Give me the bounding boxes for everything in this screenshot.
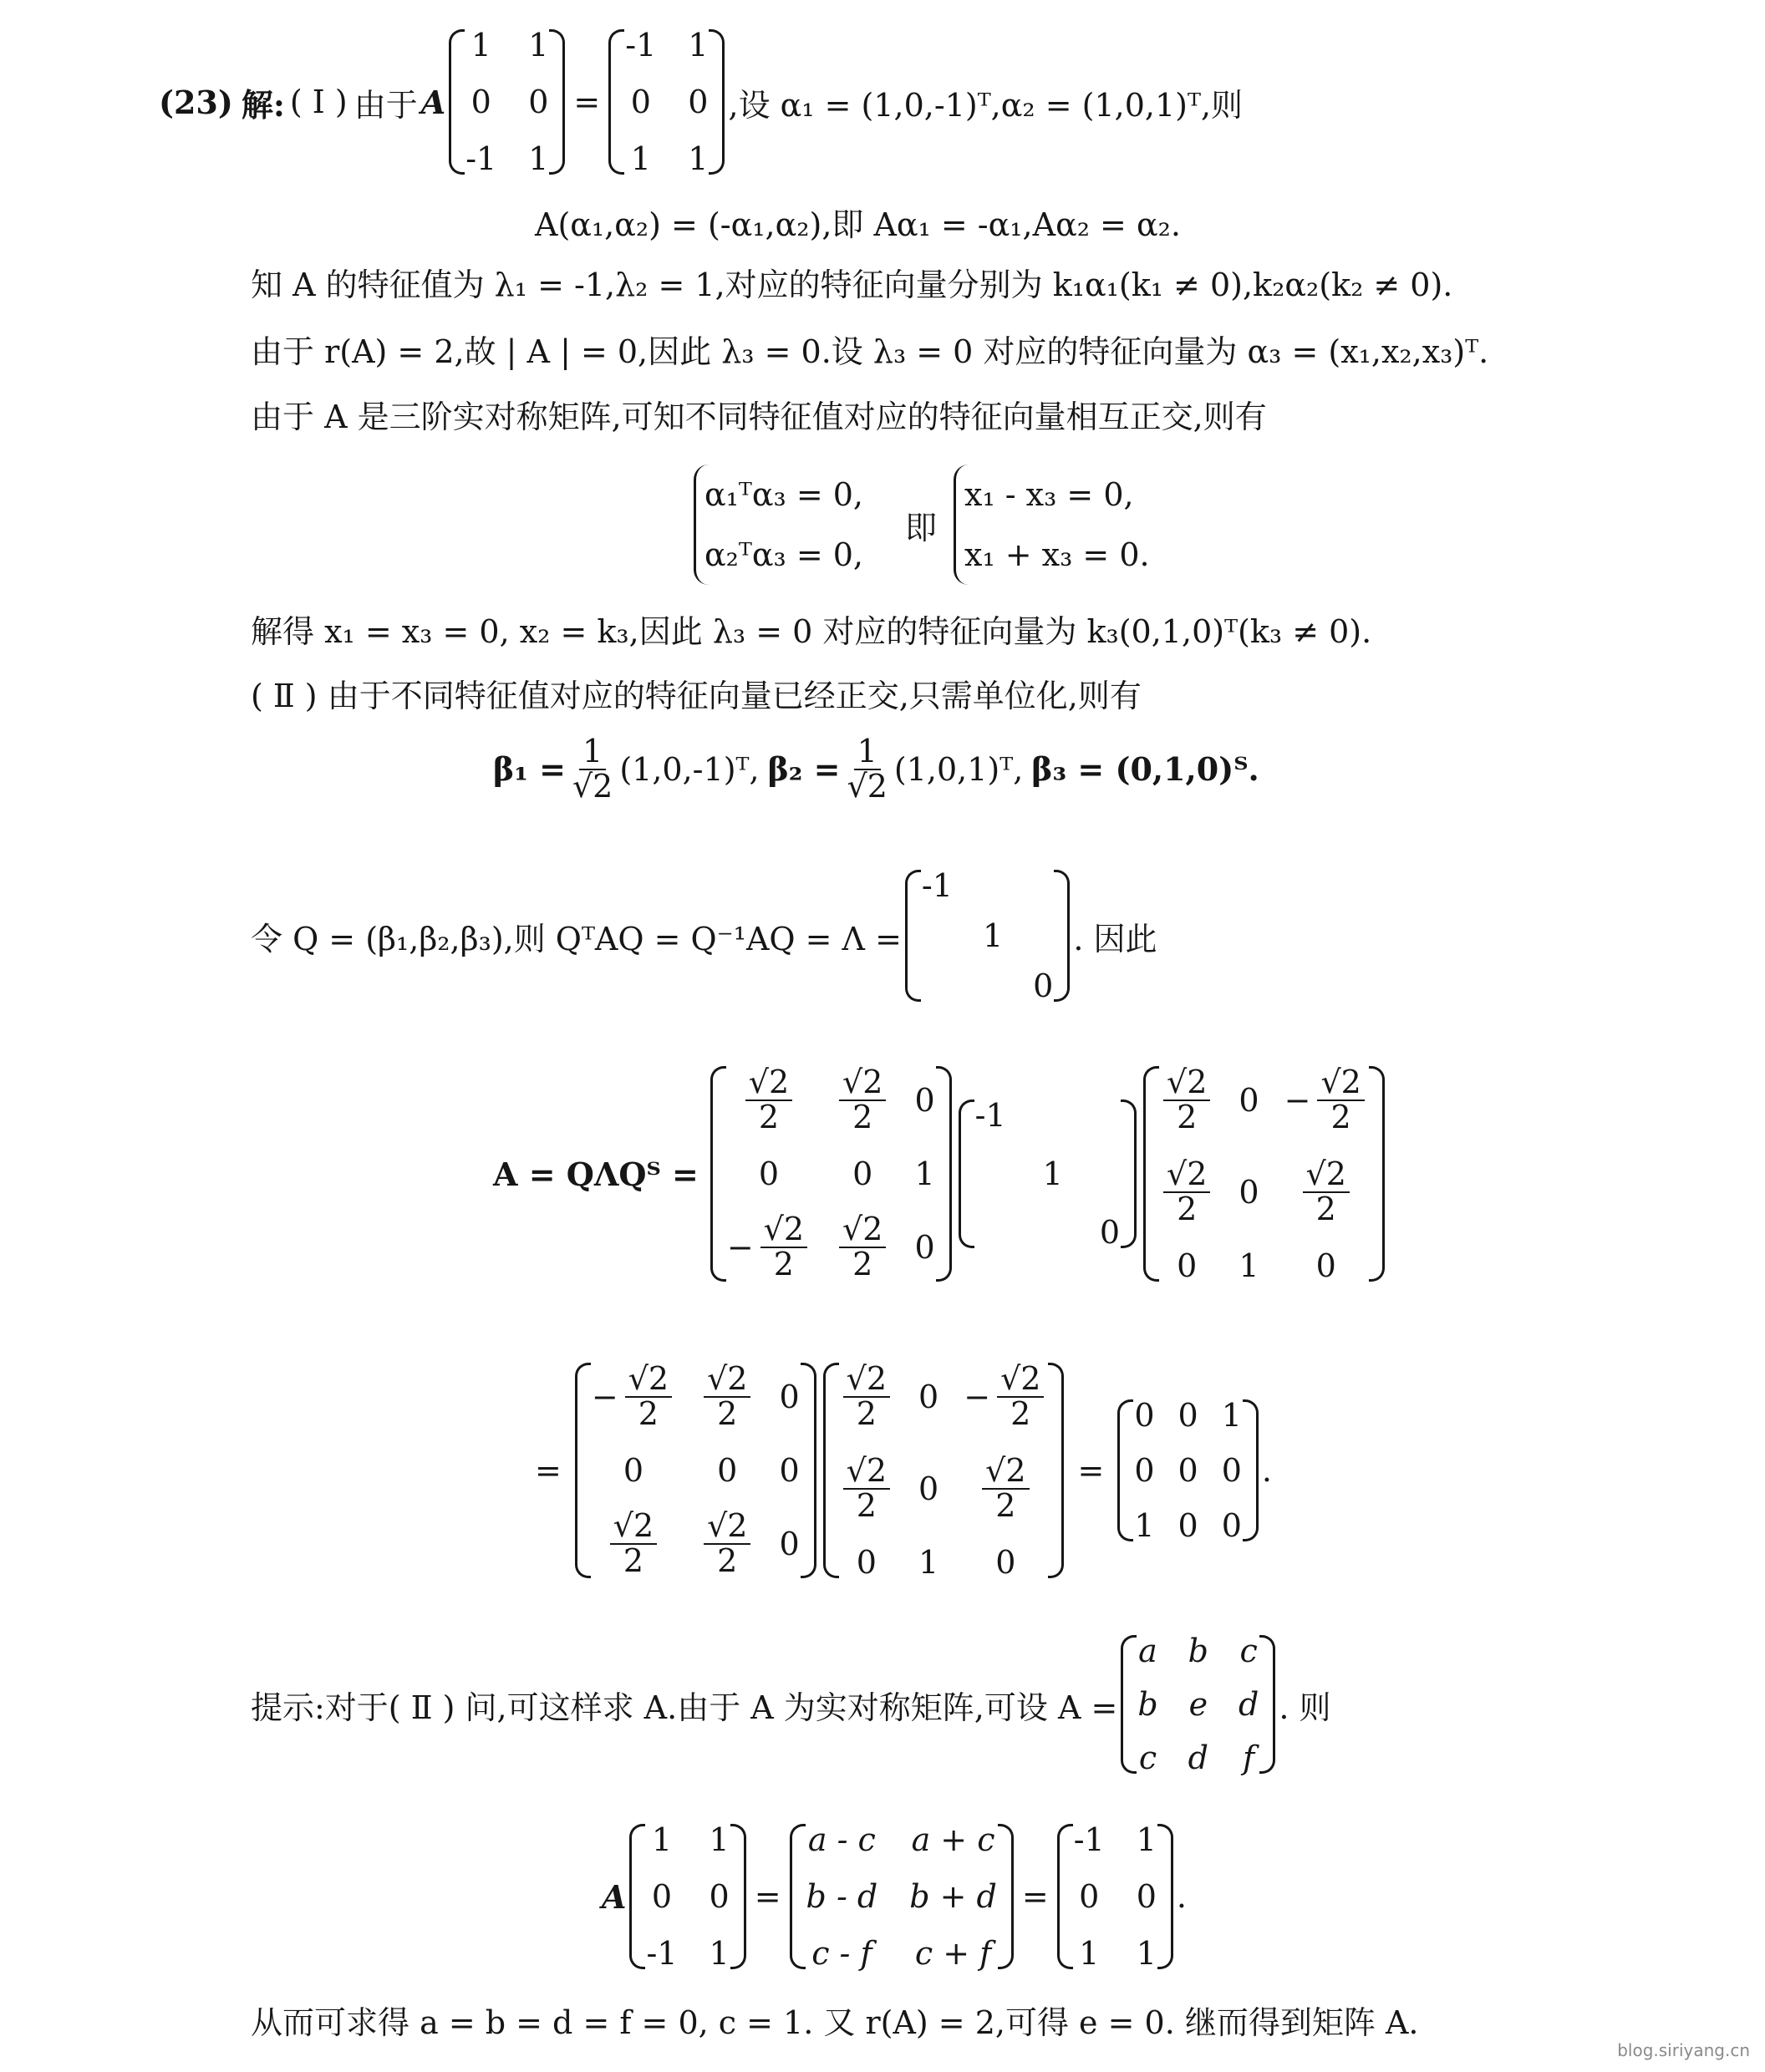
matrix-entry: b (1188, 1633, 1208, 1669)
system-left-eq2: α₂ᵀα₃ = 0, (704, 536, 863, 574)
fraction-one-over-sqrt2-a: $\frac{1}{√2}$ (572, 733, 613, 805)
matrix-entry: 0 (914, 1228, 935, 1266)
beta3: β₃ = (0,1,0)ᵀ. (1031, 750, 1259, 789)
matrix-entry: -1 (1073, 1821, 1105, 1858)
symmetric-line: 由于 A 是三阶实对称矩阵,可知不同特征值对应的特征向量相互正交,则有 (251, 399, 1267, 435)
matrix-entry: 0 (1178, 1397, 1198, 1434)
matrix-entry: 0 (852, 1155, 873, 1192)
matrix-entry: 1 (982, 917, 1004, 954)
solution-line: 解得 x₁ = x₃ = 0, x₂ = k₃,因此 λ₃ = 0 对应的特征向量为 k₃(0,1,0)ᵀ(k₃ ≠ 0). (251, 613, 1372, 650)
sqrt2-over-2-entry: − $\frac{√2}{2}$ (727, 1213, 811, 1282)
sqrt2-over-2-entry: $\frac{√2}{2}$ (700, 1363, 754, 1431)
matrix-entry: 0 (709, 1878, 730, 1915)
sqrt2-over-2-entry: $\frac{√2}{2}$ (1300, 1158, 1353, 1226)
matrix-Q (710, 1066, 952, 1282)
sqrt2-over-2-entry: $\frac{√2}{2}$ (1160, 1066, 1213, 1135)
matrix-entry: 1 (709, 1935, 730, 1972)
matrix-entry: -1 (921, 867, 953, 904)
beta1-lhs: β₁ = (493, 750, 566, 789)
matrix-entry: c + f (914, 1935, 992, 1972)
matrix-entry: 0 (779, 1379, 800, 1416)
sqrt2-over-2-entry: $\frac{√2}{2}$ (742, 1066, 796, 1135)
hint-A-symbol: A (602, 1877, 627, 1916)
result-equals: = (1077, 1452, 1105, 1489)
matrix-entry: 1 (709, 1821, 730, 1858)
matrix-entry: -1 (625, 27, 657, 63)
matrix-entry: -1 (646, 1935, 678, 1972)
matrix-entry: 0 (1033, 967, 1054, 1004)
matrix-entry: 1 (1239, 1247, 1259, 1284)
matrix-entry: 1 (630, 140, 651, 177)
matrix-blank (985, 1158, 995, 1190)
hint-equals-2: = (1021, 1878, 1049, 1915)
hint-matrix-right (1057, 1821, 1173, 1972)
matrix-entry: a (1138, 1633, 1157, 1669)
relation-equation: A(α₁,α₂) = (-α₁,α₂),即 Aα₁ = -α₁,Aα₂ = α₂. (535, 206, 1181, 243)
beta2-lhs: β₂ = (767, 750, 841, 789)
sqrt2-over-2-entry: − $\frac{√2}{2}$ (964, 1363, 1047, 1431)
matrix-Q-lambda (575, 1360, 816, 1579)
sqrt2-over-2-entry: $\frac{√2}{2}$ (840, 1363, 893, 1431)
sqrt2-over-2-entry: − $\frac{√2}{2}$ (592, 1363, 675, 1431)
matrix-blank (1048, 1099, 1058, 1131)
matrix-entry: 0 (1099, 1214, 1121, 1251)
conclusion-line: 从而可求得 a = b = d = f = 0, c = 1. 又 r(A) = 2,可得 e = 0. 继而得到矩阵 A. (251, 2004, 1419, 2041)
matrix-entry: -1 (465, 140, 497, 177)
matrix-blank (932, 970, 942, 1002)
hint-matrix-expressions (790, 1821, 1014, 1972)
sqrt2-over-2-entry: $\frac{√2}{2}$ (979, 1455, 1032, 1523)
matrix-entry: 0 (651, 1878, 673, 1915)
matrix-entry: 0 (1134, 1397, 1155, 1434)
matrix-entry: 0 (918, 1470, 939, 1507)
A-decomposition-lhs: A = QΛQᵀ = (493, 1155, 699, 1193)
matrix-entry: 0 (995, 1543, 1016, 1581)
matrix-A-symbol: A (420, 83, 446, 121)
matrix-entry: 0 (1177, 1247, 1198, 1284)
matrix-entry: 0 (914, 1082, 935, 1120)
sqrt2-over-2-entry: − $\frac{√2}{2}$ (1284, 1066, 1368, 1135)
Q-definition-text: 令 Q = (β₁,β₂,β₃),则 QᵀAQ = Q⁻¹AQ = Λ = (251, 920, 902, 957)
matrix-entry: c (1138, 1739, 1157, 1776)
matrix-entry: 1 (914, 1155, 935, 1192)
result-period: . (1261, 1452, 1272, 1489)
matrix-entry: 0 (779, 1525, 800, 1562)
sqrt2-over-2-entry: $\frac{√2}{2}$ (836, 1066, 889, 1135)
sqrt2-over-2-entry: $\frac{√2}{2}$ (700, 1510, 754, 1578)
hint-equation-row (602, 1813, 1187, 1980)
system-right-brace (954, 465, 1150, 585)
matrix-entry: 0 (1221, 1507, 1242, 1544)
matrix-entry: 0 (1136, 1878, 1157, 1915)
system-connector: 即 (905, 509, 938, 546)
matrix-blank (932, 920, 942, 952)
beta2-rhs: (1,0,1)ᵀ, (893, 750, 1024, 788)
matrix-entry: 1 (528, 27, 549, 63)
product-equals: = (535, 1452, 562, 1489)
matrix-blank (1105, 1158, 1115, 1190)
sqrt2-over-2-entry: $\frac{√2}{2}$ (1160, 1158, 1213, 1226)
matrix-blank (1048, 1216, 1058, 1248)
equals-sign: = (573, 84, 601, 120)
matrix-blank (988, 870, 998, 901)
matrix-blank (1038, 870, 1048, 901)
alpha-definitions: ,设 α₁ = (1,0,-1)ᵀ,α₂ = (1,0,1)ᵀ,则 (728, 86, 1244, 124)
part1-intro: 由于 (354, 86, 418, 124)
matrix-entry: a - c (807, 1821, 876, 1858)
A-decomposition-row (493, 1049, 1388, 1299)
rank-line: 由于 r(A) = 2,故 | A | = 0,因此 λ₃ = 0.设 λ₃ = 0 对应的特征向量为 α₃ = (x₁,x₂,x₃)ᵀ. (251, 333, 1489, 370)
matrix-entry: 0 (528, 84, 549, 120)
system-right-eq2: x₁ + x₃ = 0. (964, 536, 1150, 574)
matrix-entry: 0 (1315, 1247, 1336, 1284)
matrix-entry: 0 (856, 1543, 877, 1581)
matrix-entry: 0 (1178, 1507, 1198, 1544)
result-matrix (1117, 1397, 1259, 1544)
matrix-entry: 1 (1136, 1821, 1157, 1858)
part2-intro-line: ( Ⅱ ) 由于不同特征值对应的特征向量已经正交,只需单位化,则有 (251, 678, 1142, 714)
matrix-QT (1143, 1066, 1385, 1282)
matrix-entry: 1 (651, 1821, 673, 1858)
hint-text: 提示:对于( Ⅱ ) 问,可这样求 A.由于 A 为实对称矩阵,可设 A = (251, 1689, 1118, 1726)
matrix-entry: 1 (1079, 1935, 1100, 1972)
fraction-one-over-sqrt2-b: $\frac{1}{√2}$ (847, 733, 888, 805)
matrix-lambda (959, 1097, 1137, 1251)
matrix-entry: 0 (1239, 1082, 1259, 1120)
matrix-QT-second (823, 1360, 1065, 1581)
matrix-entry: b (1137, 1686, 1158, 1723)
system-right-eq1: x₁ - x₃ = 0, (964, 476, 1134, 513)
given-matrix-right (608, 29, 725, 175)
matrix-blank (988, 970, 998, 1002)
sqrt2-over-2-entry: $\frac{√2}{2}$ (836, 1213, 889, 1282)
matrix-entry: c - f (811, 1935, 872, 1972)
matrix-entry: 1 (1136, 1935, 1157, 1972)
matrix-entry: 0 (1221, 1452, 1242, 1489)
matrix-entry: 1 (688, 140, 709, 177)
matrix-entry: f (1243, 1739, 1255, 1776)
Q-definition-line (251, 861, 1157, 1011)
system-left-brace (694, 465, 863, 585)
matrix-entry: c (1239, 1633, 1258, 1669)
matrix-entry: 0 (1134, 1452, 1155, 1489)
matrix-entry: b + d (909, 1878, 997, 1915)
matrix-entry: 1 (528, 140, 549, 177)
matrix-entry: 1 (1042, 1155, 1063, 1192)
beta1-rhs: (1,0,-1)ᵀ, (619, 750, 760, 788)
matrix-entry: 0 (1178, 1452, 1198, 1489)
given-matrix-left (449, 29, 565, 175)
system-left-eq1: α₁ᵀα₃ = 0, (704, 476, 863, 513)
matrix-entry: d (1238, 1686, 1259, 1723)
hint-tail: . 则 (1279, 1689, 1331, 1726)
matrix-entry: 1 (688, 27, 709, 63)
matrix-entry: 1 (1134, 1507, 1155, 1544)
matrix-entry: 0 (688, 84, 709, 120)
sqrt2-over-2-entry: $\frac{√2}{2}$ (840, 1455, 893, 1523)
A-product-row (535, 1345, 1272, 1596)
matrix-entry: b - d (806, 1878, 878, 1915)
Q-line-tail: . 因此 (1073, 920, 1157, 957)
orthogonality-system (685, 465, 1158, 585)
hint-equals-1: = (754, 1878, 781, 1915)
matrix-entry: e (1188, 1686, 1208, 1723)
matrix-entry: 1 (1221, 1397, 1242, 1434)
hint-matrix-left (629, 1821, 745, 1972)
hint-period: . (1176, 1878, 1188, 1915)
matrix-entry: a + c (911, 1821, 995, 1858)
parameter-matrix (1121, 1635, 1275, 1774)
matrix-entry: 0 (623, 1452, 644, 1489)
sqrt2-over-2-entry: $\frac{√2}{2}$ (607, 1510, 660, 1578)
matrix-entry: 0 (1239, 1173, 1259, 1211)
hint-line (251, 1625, 1330, 1784)
matrix-blank (1105, 1099, 1115, 1131)
matrix-entry: 0 (758, 1155, 780, 1192)
matrix-entry: 0 (918, 1379, 939, 1416)
matrix-blank (985, 1216, 995, 1248)
lambda-diagonal-matrix (905, 867, 1070, 1004)
unit-vectors-line (493, 735, 1259, 804)
eigenvalue-line: 知 A 的特征值为 λ₁ = -1,λ₂ = 1,对应的特征向量分别为 k₁α₁(k₁ ≠ 0),k₂α₂(k₂ ≠ 0). (251, 267, 1453, 303)
watermark: blog.siriyang.cn (1617, 2040, 1750, 2060)
matrix-entry: -1 (974, 1097, 1006, 1134)
matrix-entry: 0 (779, 1452, 800, 1489)
solution-label: 解: (241, 85, 285, 124)
matrix-entry: 0 (717, 1452, 738, 1489)
matrix-blank (1038, 920, 1048, 952)
matrix-entry: 0 (630, 84, 651, 120)
matrix-entry: 1 (918, 1543, 939, 1581)
part1-marker: ( Ⅰ ) (289, 84, 348, 120)
problem-number: (23) (159, 83, 233, 121)
matrix-entry: 1 (470, 27, 491, 63)
matrix-entry: 0 (470, 84, 491, 120)
part1-header-line (159, 18, 1243, 185)
matrix-entry: d (1188, 1739, 1208, 1776)
matrix-entry: 0 (1079, 1878, 1100, 1915)
